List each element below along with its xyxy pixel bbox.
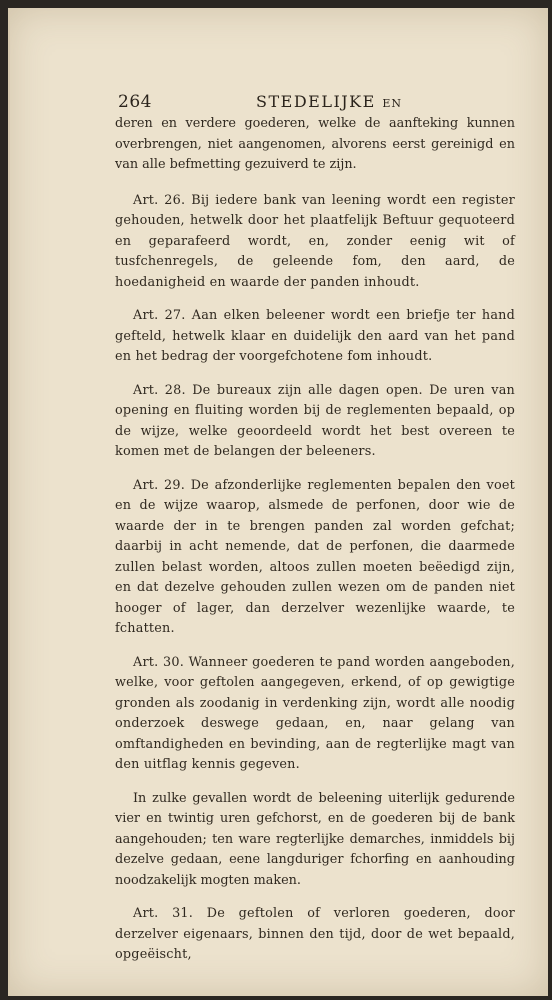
- running-head-small: EN: [382, 97, 403, 110]
- article-text: Aan elken beleener wordt een briefje ter hand gefteld, hetwelk klaar en duidelijk den aard van het pand en het bedrag der voorgefchotene fom inhoudt.: [115, 308, 515, 364]
- article-label: Art. 27.: [133, 308, 186, 323]
- article-text: De geftolen of verloren goederen, door derzelver eigenaars, binnen den tijd, door de wet bepaald, opgeëischt,: [115, 906, 515, 962]
- article-28: [115, 381, 515, 463]
- paragraph-article-30-continued: [115, 789, 515, 892]
- page-number: 264: [118, 92, 152, 112]
- article-text: De afzonderlijke reglementen bepalen den voet en de wijze waarop, alsmede de perfonen, door wie de waarde der in te brengen panden zal worden gefchat; daarbij in acht nemende, dat de perfonen, die daarmede zullen belast worden, altoos zullen moeten beëedigd zijn, en dat dezelve gehouden zullen wezen om de panden niet hooger of lager, dan derzelver wezenlijke waarde, te fchatten.: [115, 477, 515, 636]
- running-head: [256, 92, 402, 111]
- paragraph-continuation: [115, 114, 515, 176]
- article-text: Bij iedere bank van leening wordt een register gehouden, hetwelk door het plaatfelijk Beftuur gequoteerd en geparafeerd wordt, en, zonder eenig wit of tusfchenregels, de geleende fom, den aard, de hoedanigheid en waarde der panden inhoudt.: [115, 192, 515, 290]
- article-29: [115, 476, 515, 640]
- page-header: [118, 92, 520, 114]
- article-label: Art. 30.: [133, 654, 184, 670]
- article-31: [115, 904, 515, 966]
- article-label: Art. 29.: [133, 477, 186, 493]
- article-label: Art. 26.: [133, 192, 186, 208]
- article-27: [115, 306, 515, 368]
- article-label: Art. 31.: [133, 906, 194, 921]
- body-text: [115, 114, 515, 979]
- article-label: Art. 28.: [133, 382, 186, 398]
- article-30: [115, 653, 515, 776]
- article-text: Wanneer goederen te pand worden aangeboden, welke, voor geftolen aangegeven, erkend, of op gewigtige gronden als zoodanig in verdenking zijn, wordt alle noodig onderzoek deswege gedaan, en, naar gelang van omftandigheden en bevinding, aan de regterlijke magt van den uitflag kennis gegeven.: [115, 654, 515, 772]
- page-edge: [8, 8, 10, 996]
- article-26: [115, 191, 515, 294]
- running-head-main: STEDELIJKE: [256, 92, 376, 111]
- paragraph-text: In zulke gevallen wordt de beleening uiterlijk gedurende vier en twintig uren gefchorst, en de goederen bij de bank aangehouden; ten ware regterlijke demarches, inmiddels bij dezelve gedaan, eene langduriger fchorfing en aanhouding noodzakelijk mogten maken.: [115, 790, 515, 888]
- paragraph-text: deren en verdere goederen, welke de aanfteking kunnen overbrengen, niet aangenomen, alvorens eerst gereinigd en van alle befmetting gezuiverd te zijn.: [115, 116, 515, 172]
- article-text: De bureaux zijn alle dagen open. De uren van opening en fluiting worden bij de reglementen bepaald, op de wijze, welke geoordeeld wordt het best overeen te komen met de belangen der beleeners.: [115, 382, 515, 459]
